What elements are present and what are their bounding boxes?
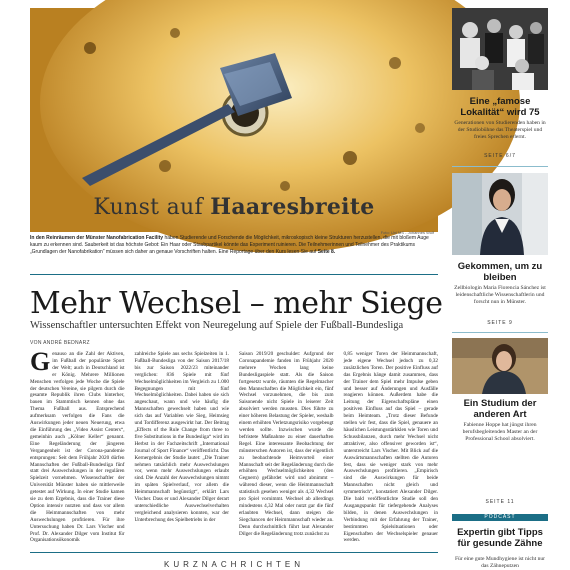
portrait-hoppe-photo [452,338,548,394]
podcast-badge: PODCAST [452,514,548,521]
article-subhead: Wissenschaftler untersuchten Effekt von Neuregelung auf Spiele der Fußball-Bundesliga [30,320,404,331]
hero-image [30,8,438,235]
sidebar-page-1: SEITE 6/7 [484,153,516,159]
studiobuehne-photo [452,8,548,90]
kurznachrichten-divider [30,552,438,553]
kurznachrichten-heading: KURZNACHRICHTEN [164,560,304,569]
sidebar-title-4: Expertin gibt Tipps für gesunde Zähne [457,527,543,549]
article-column-3: Saison 2019/20 geschuldet: Aufgrund der Coronapandemie fanden im Frühjahr 2020 mehrere Wochen lang keine Bundesligaspiele statt. Als die Saison fortgesetzt wurde, räumten die Regelmacher den Mannschaften die Möglichkeit ein, fünf Wechsel vorzunehmen, die bis zum Saisonende nicht Spiele in leiserer Zeit absolviert werden mussten. Dies führte zu einer höheren Belastung der Spieler, weshalb einem erhöhten Verletzungsrisiko vorgebeugt werden sollte. Inzwischen wurde die befristete Maßnahme zu einer dauerhaften Regel. Eine interessante Beobachtung der münsterschen Autoren ist, dass der eigentlich zu beobachtende Heimvorteil einer Mannschaft seit der Regeländerung durch die erhöhten Wechselmöglichkeiten (den Gegnern) gefährdet wird und abnimmt – während dieser, wenn die Heimmannschaft statistisch gesehen weniger als 4,32 Wechsel pro Spiel vornimmt. Wechsel ab allerdings mindestens 4,32 Mal oder nutzt gar die fünf erlaubten Wechsel, dann steigen die Siegchancen der Heimmannschaft wieder an. Denn durchschnittlich führt laut Alexander Dilger die Regeländerung trotz zunächst zu [239,351,334,537]
portrait-sanchez-photo [452,173,548,255]
article-column-1: Genauso an die Zahl der Aktiven, im Fußball der populärste Sport der Welt; auch in Deutschland ist er König. Mehrere Millionen Menschen verfolgen jede Woche die Spiele der deutschen Vereine, sie pilgern durch die gesamte Republik ihren Clubs hinterher, bauen im Stammtisch kennen ohne das Thema Fußball aus. Entsprechend aufmerksam verfolgen die Fans die Auswirkungen jeder neuen Neuerung, etwa die Einführung des „Video Assist Centers“, gemeinhin auch „Kölner Keller“ genannt. Eine Regeländerung der jüngeren Vergangenheit ist der Corona-pandemie entsprungen: Seit dem Frühjahr 2020 dürfen Mannschaften der Fußball-Bundesliga fünf statt drei Auswechslungen in der regulären Spielzeit vornehmen. Wissenschaftler der Universität Münster haben sie mittlerweile getestet auf Wirkung. In einer Studie kamen sie zu dem Ergebnis, dass die Trainer diese Option intensiv nutzten und dass vor allem die Heimmannschaften von mehr Auswechslungen profitieren. Für ihre Untersuchung haben Dr. Lars Vischer und Prof. Dr. Alexander Dilger vom Institut für Organisationsökonomik [30,347,125,544]
article-byline: VON ANDRÉ BEDNARZ [30,340,90,346]
sidebar-title-3: Ein Studium der anderen Art [463,398,537,420]
sidebar-title-2: Gekommen, um zu bleiben [457,261,543,283]
sidebar-text-2: Zellbiologin Maria Florencia Sánchez ist leidenschaftliche Wissenschaftlerin und forscht nun in Münster. [454,285,546,305]
article-headline: Mehr Wechsel – mehr Siege [30,286,443,321]
sidebar-text-4: Für eine gute Mundhygiene ist nicht nur das Zähneputzen [454,556,546,569]
article-column-4: 0,85 weniger Toren der Heimmannschaft, jede eigene Wechsel jedoch zu 0,32 zusätzlichen Toren. Der positive Einfluss auf das Ergebnis hänge damit zusammen, dass der Trainer dem Spiel mehr Impulse geben und besser auf Änderungen und Ausfälle reagieren können. Außerdem habe die Leitung der Eigenschaftspläne einen positiven Einfluss auf das Spiel – gerade beim Heimteam. „Trotz dieser Befunde stellen wir fest, dass die Spiel, genauere an häuslichen Leistungsstärkklen wie Toren und Schussbilanzen, durch mehr Wechsel nicht attraktiver, also offensiver geworden ist“, unterstreicht Lars Vischer. Mit Blick auf die Auswärtsmannschaften stellten die Autoren fest, dass sie weniger stark von mehr Auswechslungen profitieren. „Empirisch sind die Auswirkungen für beide Mannschaften nicht gleich und symmetrisch“, konstatiert Alexander Dilger. Die bald veröffentlichte Studie soll den Ausgangspunkt für tiefergehende Analyses bilden, in denen Auswechslungen in Verbindung mit der Erfahrung der Trainer, bestimmten Spielsituationen oder Eigenschaften der Wechselspieler genauer werden. [343,351,438,544]
hero-title: Kunst auf Haaresbreite [93,194,375,220]
sidebar-text-1: Generationen von Studierenden haben in der Studiobühne das Theaterspiel und freies Sprechen erlernt. [454,120,546,140]
sidebar-page-3: SEITE 11 [485,499,515,505]
sidebar-text-3: Fabienne Hoppe hat jüngst ihren berufsbegleitenden Master an der Professional School absolviert. [462,422,538,442]
figure-caption: In den Reinräumen der Münster Nanofabrication Facility haben Studierende und Forschende die Möglichkeit, mikroskopisch kleine Strukturen herzustellen, die mit bloßem Auge kaum zu erkennen sind. Sauberkeit ist das höchste Gebot: Ein Haar oder Staubpartikel könnte das Experiment ruinieren. Die Teilnehmerinnen und Teilnehmer des Praktikums „Grundlagen der Nanofabrikation“ müssen sich daher an genaue Vorschriften halten. Eine Reportage über den Kurs lesen Sie auf Seite 8. [30,235,429,255]
section-divider [30,274,438,275]
sidebar-divider-2 [452,332,548,333]
sidebar-title-1: Eine „famose Lokalität“ wird 75 [460,96,540,118]
article-body [30,347,438,544]
sidebar-page-2: SEITE 9 [487,320,513,326]
photo-credit: Foto: Uni MS - Johannes Wulf [380,230,434,235]
sidebar-divider-1 [452,166,548,167]
article-column-2: zahlreiche Spiele aus sechs Spielzeiten in 1. Fußball-Bundesliga von der Saison 2017/18 bis zur Saison 2022/23 miteinander verglichen: 836 Spiele mit fünf Wechselmöglichkeiten im Vergleich zu 1.000 Begegnungen mit fünf Wechselmöglichkeiten. Dabei haben sie sich angeschaut, wann und wie häufig die Mannschaften gewechselt haben und wie sich das auf Variablen wie Sieg, Heimsieg und Tordifferenz ausgewirkt hat. Der Beitrag „Effects of the Rule Change from three to five Substitutions in the Bundesliga“ wird im Herbst in der Fachzeitschrift „International Journal of Sport Finance“ veröffentlicht. Das Kernergebnis der Studie lautet: „Die Trainer nehmen tatsächlich mehr Auswechslungen vor, wenn mehr Auswechslungen erlaubt sind. Die Anzahl der Auswechslungen nimmt im späten Spielverlauf, vor allem die Heimmannschaft begünstigt“, erklärt Lars Vischer. Dass er und Alexander Dilger derart unterschiedliche Auswechselverhalten vergleichend analysieren konnten, war der Unterbrechung des Spielbetriebs in der [134,351,229,523]
